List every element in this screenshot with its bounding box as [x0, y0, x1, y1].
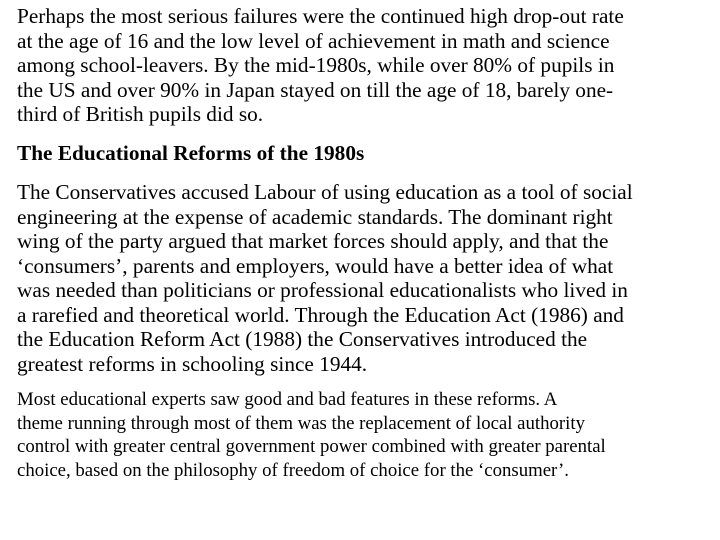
- text-line: engineering at the expense of academic standards. The dominant right: [17, 204, 613, 229]
- text-line: ‘consumers’, parents and employers, would have a better idea of what: [17, 253, 614, 278]
- text-line: among school-leavers. By the mid-1980s, while over 80% of pupils in: [17, 53, 615, 77]
- text-line: Perhaps the most serious failures were the continued high drop-out rate: [17, 4, 624, 28]
- text-line: the Education Reform Act (1988) the Conservatives introduced the: [17, 327, 588, 351]
- text-line: was needed than politicians or professional educationalists who lived in: [17, 278, 628, 302]
- text-line: at the age of 16 and the low level of achievement in math and science: [17, 28, 610, 53]
- text-line: The Conservatives accused Labour of using education as a tool of social: [17, 180, 633, 204]
- text-line: wing of the party argued that market forces should apply, and that the: [17, 229, 609, 253]
- text-line: third of British pupils did so.: [17, 102, 264, 126]
- paragraph-conservative-reforms: [17, 180, 713, 376]
- text-line: control with greater central government power combined with greater parental: [17, 436, 606, 458]
- text-line: greatest reforms in schooling since 1944.: [17, 351, 368, 376]
- document-page: [17, 4, 713, 482]
- section-heading: The Educational Reforms of the 1980s: [17, 140, 365, 165]
- text-line: the US and over 90% in Japan stayed on till the age of 18, barely one-: [17, 77, 614, 102]
- text-line: theme running through most of them was the replacement of local authority: [17, 412, 585, 434]
- text-line: a rarefied and theoretical world. Through the Education Act (1986) and: [17, 302, 624, 327]
- paragraph-expert-views: [17, 388, 713, 482]
- text-line: choice, based on the philosophy of freedom of choice for the ‘consumer’.: [17, 459, 569, 481]
- paragraph-dropout-rates: [17, 4, 713, 127]
- text-line: Most educational experts saw good and bad features in these reforms. A: [17, 389, 558, 410]
